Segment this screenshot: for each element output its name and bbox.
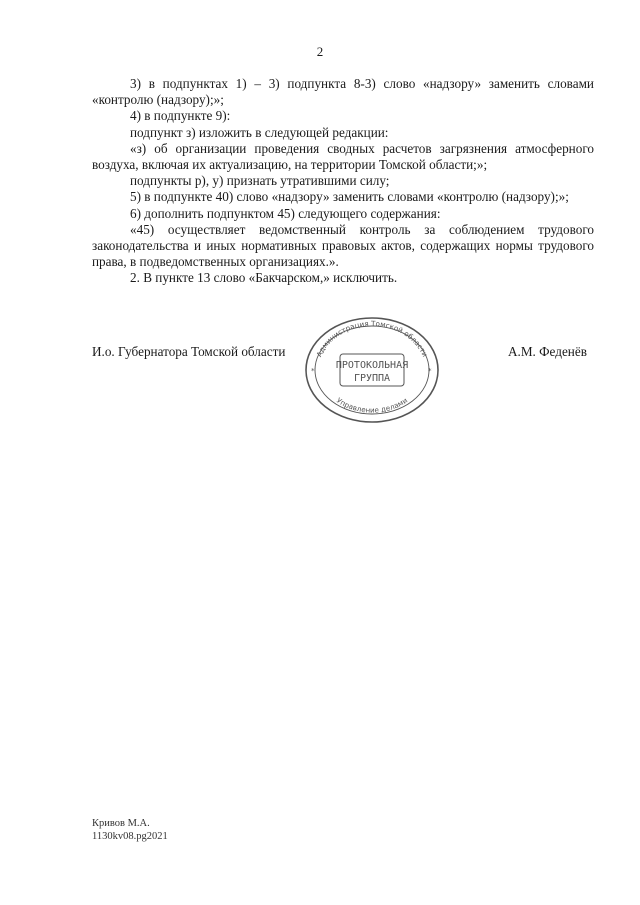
signatory-position: И.о. Губернатора Томской области xyxy=(92,344,286,359)
document-footer xyxy=(92,817,168,843)
stamp-star-right-icon: * xyxy=(428,367,432,375)
stamp-inner-line2: ГРУППА xyxy=(353,373,391,384)
paragraph-subitem-z-text: «з) об организации проведения сводных расчетов загрязнения атмосферного воздуха, включая их актуализацию, на территории Томской области;»; xyxy=(92,140,594,173)
paragraph-item-6: 6) дополнить подпунктом 45) следующего содержания: xyxy=(130,205,441,221)
document-body xyxy=(92,76,594,287)
paragraph-subitem-z: подпункт з) изложить в следующей редакции: xyxy=(130,124,389,140)
stamp-star-left-icon: * xyxy=(311,367,315,375)
footer-author: Кривов М.А. xyxy=(92,818,150,829)
stamp-outer-text: Администрация Томской области xyxy=(314,318,430,359)
svg-text:Администрация Томской области xyxy=(314,319,429,359)
stamp-inner-line1: ПРОТОКОЛЬНАЯ xyxy=(335,360,409,371)
paragraph-section-2: 2. В пункте 13 слово «Бакчарском,» исключить. xyxy=(130,270,398,286)
paragraph-item-45-text: «45) осуществляет ведомственный контроль за соблюдением трудового законодательства и иных нормативных правовых актов, содержащих нормы трудового права, в подведомственных организациях.». xyxy=(92,221,594,270)
stamp-bottom-text: Управление делами xyxy=(334,395,410,415)
footer-file-code: 1130kv08.pg2021 xyxy=(92,831,168,842)
protocol-group-stamp xyxy=(302,314,442,424)
paragraph-item-3: 3) в подпунктах 1) – 3) подпункта 8-3) слово «надзору» заменить словами «контролю (надзору);»; xyxy=(92,76,594,108)
paragraph-subitems-r-u: подпункты р), у) признать утратившими силу; xyxy=(130,173,390,189)
signatory-name: А.М. Феденёв xyxy=(508,344,587,359)
paragraph-item-4: 4) в подпункте 9): xyxy=(130,108,231,124)
svg-text:Управление делами xyxy=(335,396,409,415)
page-number: 2 xyxy=(316,44,324,59)
paragraph-item-5: 5) в подпункте 40) слово «надзору» заменить словами «контролю (надзору);»; xyxy=(130,189,569,205)
